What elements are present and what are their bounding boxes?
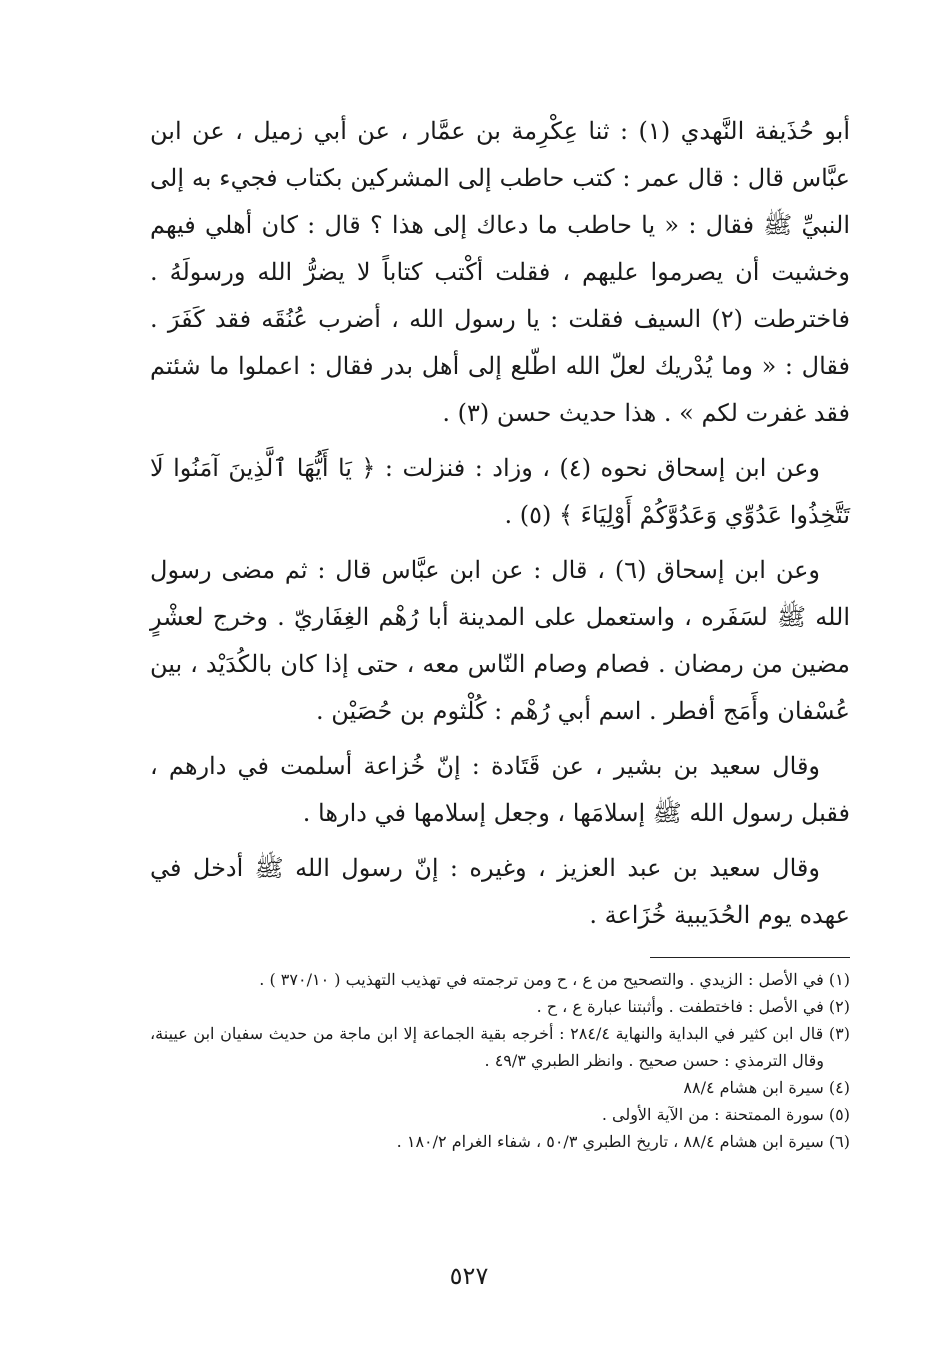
paragraph-3: وعن ابن إسحاق (٦) ، قال : عن ابن عبَّاس قال : ثم مضى رسول الله ﷺ لسَفَره ، واستعمل على المدينة أبا رُهْم الغِفَاريّ . وخرج لعشْرٍ مضين من رمضان . فصام وصام النّاس معه ، حتى إذا كان بالكُدَيْد ، بين عُسْفان وأَمَج أفطر . اسم أبي رُهْم : كُلْثوم بن حُصَيْن . (150, 556, 851, 725)
footnote-2: (٢) في الأصل : فاختطفت . وأثبتنا عبارة ع ، ح . (536, 997, 850, 1016)
page-number: ٥٢٧ (449, 1262, 489, 1290)
paragraph-1: أبو حُذَيفة النَّهدي (١) : ثنا عِكْرِمة بن عمَّار ، عن أبي زميل ، عن ابن عبَّاس قال : قال عمر : كتب حاطب إلى المشركين بكتاب فجيء به إلى النبيِّ ﷺ فقال : « يا حاطب ما دعاك إلى هذا ؟ قال : كان أهلي فيهم وخشيت أن يصرموا عليهم ، فقلت أكْتب كتاباً لا يضرُّ الله ورسولَهُ . فاخترطت (٢) السيف فقلت : يا رسول الله ، أضرب عُنُقَه فقد كَفَرَ . فقال : « وما يُدْريك لعلّ الله اطّلع إلى أهل بدر فقال : اعملوا ما شئتم فقد غفرت لكم » . هذا حديث حسن (٣) . (150, 117, 851, 427)
footnote-4: (٤) سيرة ابن هشام ٨٨/٤ (683, 1078, 850, 1097)
footnote-5: (٥) سورة الممتحنة : من الآية الأولى . (601, 1105, 850, 1124)
paragraph-5: وقال سعيد بن عبد العزيز ، وغيره : إنّ رسول الله ﷺ أدخل في عهده يوم الحُدَيبية خُزَاعة . (150, 854, 850, 929)
footnote-divider (650, 957, 850, 958)
paragraph-4: وقال سعيد بن بشير ، عن قَتَادة : إنّ خُزاعة أسلمت في دارهم ، فقبل رسول الله ﷺ إسلامَها ، وجعل إسلامها في دارها . (150, 752, 850, 827)
footnote-6: (٦) سيرة ابن هشام ٨٨/٤ ، تاريخ الطبري ٥٠/٣ ، شفاء الغرام ١٨٠/٢ . (396, 1132, 850, 1151)
paragraph-2: وعن ابن إسحاق نحوه (٤) ، وزاد : فنزلت : ﴿ يَا أَيُّهَا ٱلَّذِينَ آمَنُوا لَا تَتَّخِذُوا عَدُوِّي وَعَدُوَّكُمْ أَوْلِيَاءَ ﴾ (٥) . (150, 454, 850, 529)
footnotes (150, 966, 850, 1155)
footnote-3: (٣) قال ابن كثير في البداية والنهاية ٢٨٤/٤ : أخرجه بقية الجماعة إلا ابن ماجة من حديث سفيان ابن عيينة، وقال الترمذي : حسن صحيح . وانظر الطبري ٤٩/٣ . (150, 1024, 850, 1070)
main-text (150, 108, 850, 939)
footnote-1: (١) في الأصل : الزيدي . والتصحيح من ع ، ح ومن ترجمته في تهذيب التهذيب ( ٣٧٠/١٠ ) . (259, 970, 850, 989)
